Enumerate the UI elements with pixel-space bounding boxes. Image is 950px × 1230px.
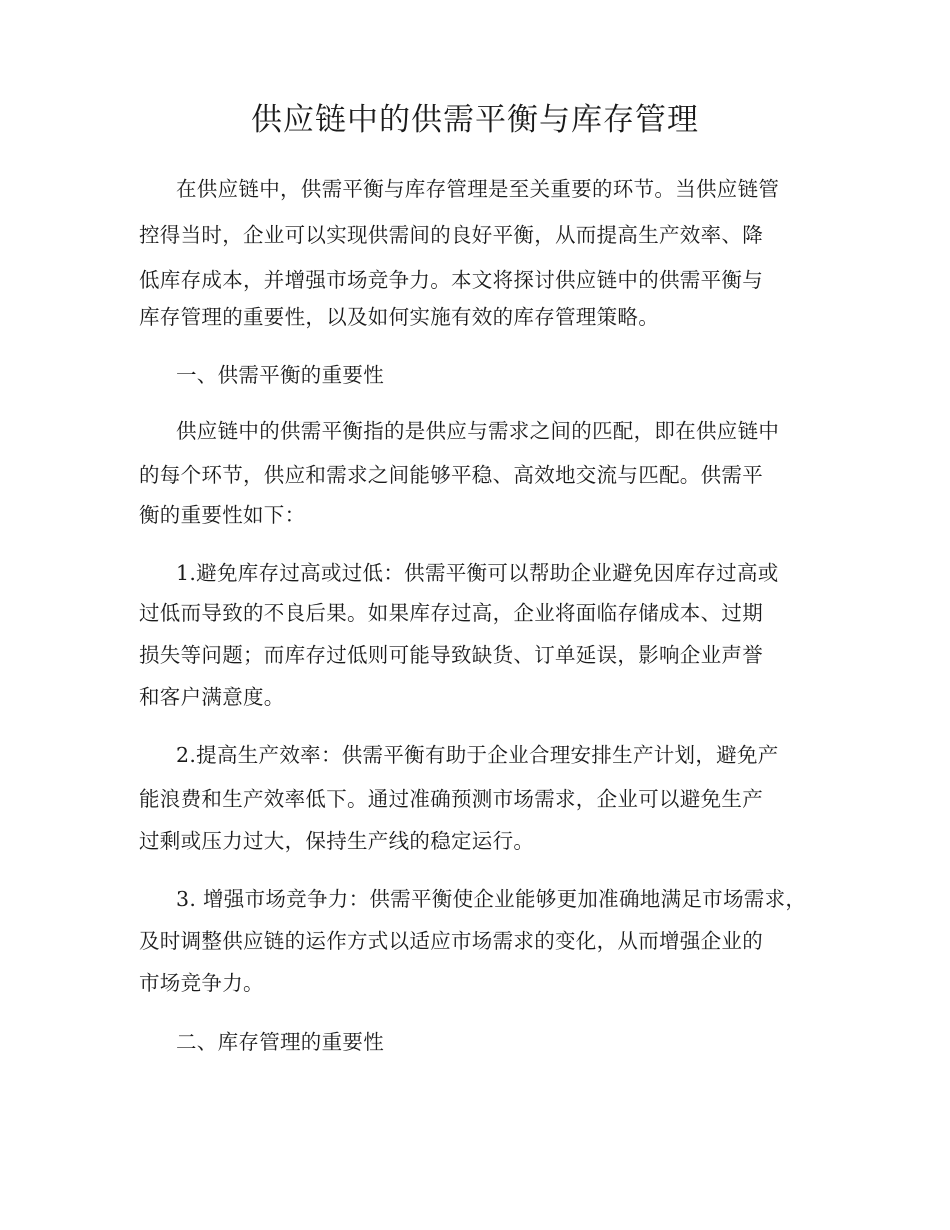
- point-3-line-1: 3. 增强市场竞争力：供需平衡使企业能够更加准确地满足市场需求，: [176, 887, 807, 911]
- section-1-heading: 一、供需平衡的重要性: [176, 363, 384, 387]
- point-2-line-2: 能浪费和生产效率低下。通过准确预测市场需求，企业可以避免生产: [139, 787, 763, 811]
- point-1-line-3: 损失等问题；而库存过低则可能导致缺货、订单延误，影响企业声誉: [139, 643, 763, 667]
- document-title: 供应链中的供需平衡与库存管理: [251, 102, 699, 138]
- point-2-line-3: 过剩或压力过大，保持生产线的稳定运行。: [139, 829, 535, 853]
- intro-line-4: 库存管理的重要性，以及如何实施有效的库存管理策略。: [139, 305, 659, 329]
- intro-line-2: 控得当时，企业可以实现供需间的良好平衡，从而提高生产效率、降: [139, 223, 763, 247]
- intro-line-1: 在供应链中，供需平衡与库存管理是至关重要的环节。当供应链管: [176, 177, 780, 201]
- point-1-line-2: 过低而导致的不良后果。如果库存过高，企业将面临存储成本、过期: [139, 601, 763, 625]
- section-2-heading: 二、库存管理的重要性: [176, 1030, 384, 1054]
- point-1-line-4: 和客户满意度。: [139, 685, 285, 709]
- point-2-line-1: 2.提高生产效率：供需平衡有助于企业合理安排生产计划，避免产: [176, 743, 779, 767]
- point-3-line-2: 及时调整供应链的运作方式以适应市场需求的变化，从而增强企业的: [139, 929, 763, 953]
- intro-line-3: 低库存成本，并增强市场竞争力。本文将探讨供应链中的供需平衡与: [139, 268, 763, 292]
- point-1-line-1: 1.避免库存过高或过低：供需平衡可以帮助企业避免因库存过高或: [176, 561, 779, 585]
- section-1-para-line-2: 的每个环节，供应和需求之间能够平稳、高效地交流与匹配。供需平: [139, 463, 763, 487]
- section-1-para-line-1: 供应链中的供需平衡指的是供应与需求之间的匹配，即在供应链中: [176, 419, 780, 443]
- section-1-para-line-3: 衡的重要性如下：: [139, 503, 306, 527]
- point-3-line-3: 市场竞争力。: [139, 971, 264, 995]
